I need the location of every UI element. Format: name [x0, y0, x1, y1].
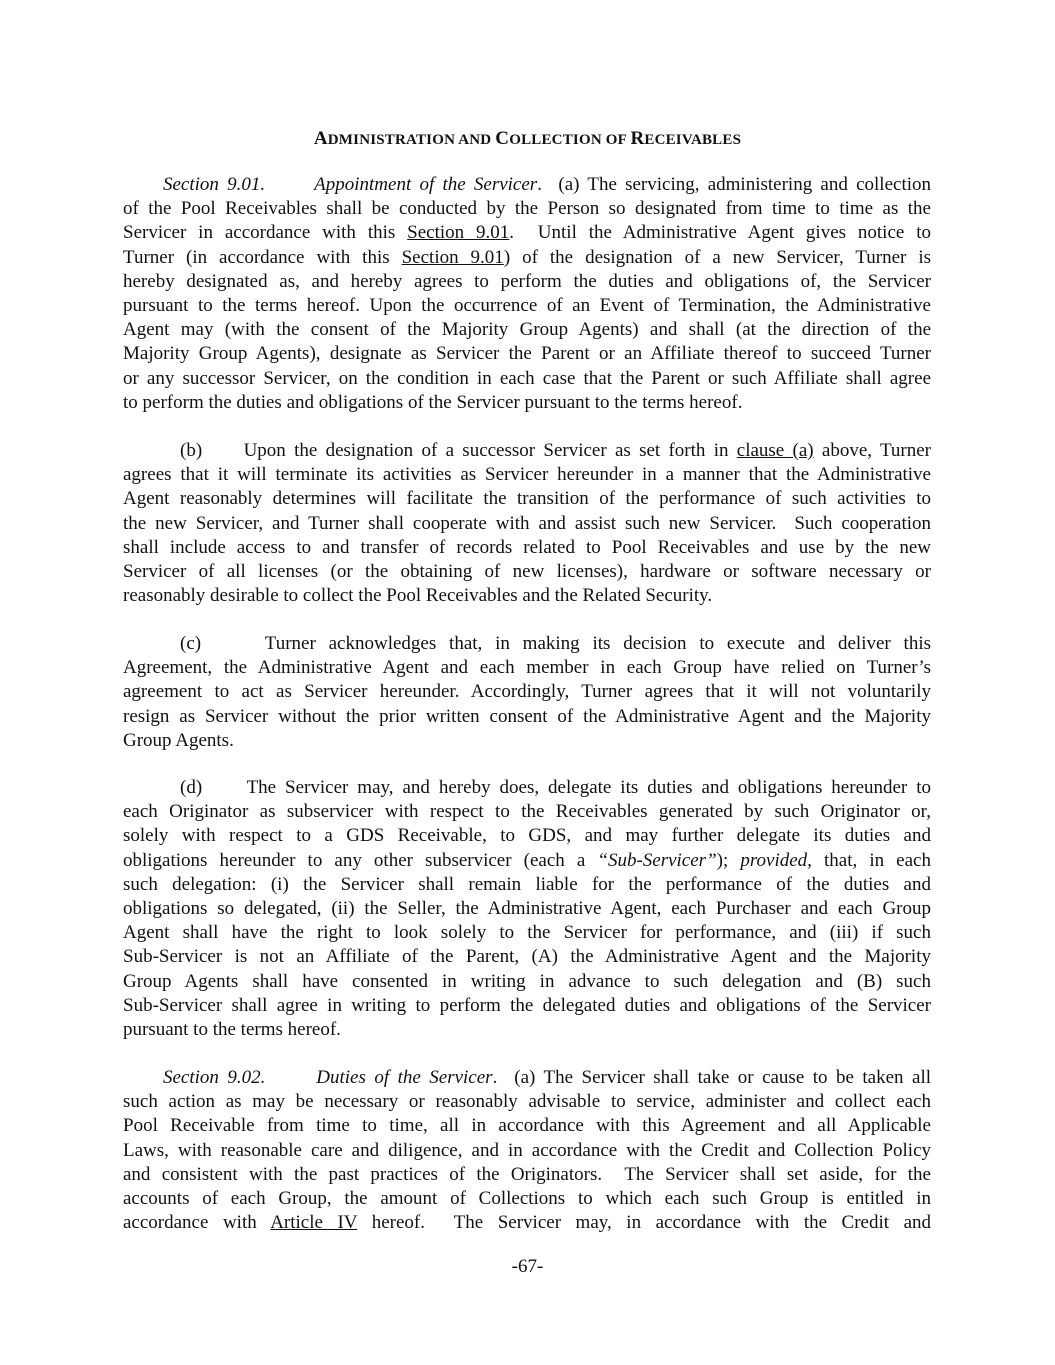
text-span: pursuant to the terms hereof. Upon the occurrence of an Event of Termination, the Administrative: [123, 294, 931, 316]
text-line: [123, 776, 931, 800]
text-span: (c) Turner acknowledges that, in making its decision to execute and deliver this: [180, 633, 931, 654]
text-line: [123, 897, 931, 921]
text-span: and consistent with the past practices of the Originators. The Servicer shall set aside, for the: [123, 1163, 931, 1185]
text-span: Servicer in accordance with this: [123, 222, 408, 244]
text-line: [123, 921, 931, 945]
text-line: [123, 1211, 931, 1235]
text-line: [123, 270, 931, 294]
text-line: [123, 1139, 931, 1163]
text-span: ) of the designation of a new Servicer, Turner is: [503, 246, 931, 268]
text-line: [123, 632, 931, 656]
title-text: OLLECTION OF: [509, 132, 631, 148]
text-line: [123, 173, 931, 197]
italic-text: Section 9.02. Duties of the Servicer: [163, 1067, 493, 1088]
text-span: accordance with: [123, 1212, 271, 1234]
text-line: [123, 439, 931, 463]
text-line: [123, 945, 931, 969]
cross-reference-link: Article IV: [270, 1212, 358, 1234]
paragraph-section-9-01-d: [123, 776, 931, 1042]
text-span: (d) The Servicer may, and hereby does, delegate its duties and obligations hereunder to: [180, 777, 931, 798]
text-span: the new Servicer, and Turner shall cooperate with and assist such new Servicer. Such cooperation: [123, 512, 931, 534]
text-span: Turner (in accordance with this: [123, 246, 402, 268]
text-span: agreement to act as Servicer hereunder. Accordingly, Turner agrees that it will not voluntarily: [123, 681, 931, 703]
text-span: );: [716, 849, 741, 871]
text-span: Group Agents.: [123, 729, 234, 751]
text-line: [123, 246, 931, 270]
title-capital: R: [630, 128, 645, 149]
text-line: [123, 197, 931, 221]
text-span: above, Turner: [813, 440, 931, 461]
text-line: [123, 584, 931, 608]
text-line: [123, 849, 931, 873]
text-line: [123, 560, 931, 584]
text-span: obligations hereunder to any other subservicer (each a: [123, 849, 598, 871]
text-span: solely with respect to a GDS Receivable, to GDS, and may further delegate its duties and: [123, 825, 931, 847]
cross-reference-link: clause (a): [736, 440, 814, 461]
article-title: [0, 128, 1055, 150]
text-line: [123, 970, 931, 994]
text-line: [123, 873, 931, 897]
text-line: [123, 1090, 931, 1114]
text-line: [123, 512, 931, 536]
text-line: [123, 342, 931, 366]
text-line: [123, 367, 931, 391]
text-line: [123, 536, 931, 560]
text-span: pursuant to the terms hereof.: [123, 1018, 341, 1040]
text-line: [123, 1114, 931, 1138]
text-span: to perform the duties and obligations of the Servicer pursuant to the terms hereof.: [123, 391, 743, 413]
text-line: [123, 1187, 931, 1211]
paragraph-section-9-01-b: [123, 439, 931, 608]
text-line: [123, 1163, 931, 1187]
text-line: [123, 800, 931, 824]
paragraph-section-9-01-a: [123, 173, 931, 415]
text-span: Agent may (with the consent of the Majority Group Agents) and shall (at the direction of the: [123, 319, 931, 341]
title-text: DMINISTRATION AND: [327, 132, 496, 148]
text-span: (b) Upon the designation of a successor Servicer as set forth in: [180, 440, 737, 461]
text-line: [123, 487, 931, 511]
text-span: . (a) The servicing, administering and collection: [537, 174, 931, 195]
text-line: [123, 994, 931, 1018]
text-span: accounts of each Group, the amount of Collections to which each such Group is entitled in: [123, 1187, 931, 1209]
text-span: Agent reasonably determines will facilitate the transition of the performance of such activities to: [123, 488, 931, 510]
text-line: [123, 391, 931, 415]
text-span: . (a) The Servicer shall take or cause to be taken all: [492, 1067, 932, 1088]
text-span: . Until the Administrative Agent gives notice to: [509, 222, 931, 244]
text-line: [123, 729, 931, 753]
text-span: obligations so delegated, (ii) the Seller, the Administrative Agent, each Purchaser and each Group: [123, 897, 931, 919]
text-span: Sub-Servicer is not an Affiliate of the Parent, (A) the Administrative Agent and the Majority: [123, 946, 931, 968]
paragraph-section-9-02-a: [123, 1066, 931, 1235]
text-span: of the Pool Receivables shall be conducted by the Person so designated from time to time as the: [123, 198, 931, 220]
text-line: [123, 294, 931, 318]
text-span: or any successor Servicer, on the condition in each case that the Parent or such Affiliate shall agree: [123, 367, 931, 389]
text-span: agrees that it will terminate its activities as Servicer hereunder in a manner that the Administrative: [123, 464, 931, 486]
text-span: each Originator as subservicer with respect to the Receivables generated by such Originator or,: [123, 801, 931, 823]
italic-text: Section 9.01. Appointment of the Servicer: [163, 174, 538, 195]
cross-reference-link: Section 9.01: [407, 222, 510, 244]
paragraph-section-9-01-c: [123, 632, 931, 753]
text-span: such delegation: (i) the Servicer shall remain liable for the performance of the duties and: [123, 873, 931, 895]
italic-text: provided,: [740, 849, 812, 871]
text-span: reasonably desirable to collect the Pool Receivables and the Related Security.: [123, 585, 713, 607]
text-line: [123, 656, 931, 680]
text-span: Laws, with reasonable care and diligence, and in accordance with the Credit and Collection Policy: [123, 1139, 931, 1161]
text-line: [123, 1066, 931, 1090]
text-span: such action as may be necessary or reasonably advisable to service, administer and collect each: [123, 1091, 931, 1113]
text-span: Servicer of all licenses (or the obtaining of new licenses), hardware or software necessary or: [123, 560, 931, 582]
text-span: shall include access to and transfer of records related to Pool Receivables and use by the new: [123, 536, 931, 558]
text-span: that, in each: [811, 849, 931, 871]
text-line: [123, 221, 931, 245]
title-capital: A: [313, 128, 328, 149]
text-span: Agent shall have the right to look solely to the Servicer for performance, and (iii) if such: [123, 922, 931, 944]
text-line: [123, 680, 931, 704]
text-span: Majority Group Agents), designate as Servicer the Parent or an Affiliate thereof to succeed Turner: [123, 343, 931, 365]
text-span: Group Agents shall have consented in writing in advance to such delegation and (B) such: [123, 970, 931, 992]
text-line: [123, 824, 931, 848]
text-span: hereby designated as, and hereby agrees to perform the duties and obligations of, the Servicer: [123, 270, 931, 292]
text-span: resign as Servicer without the prior written consent of the Administrative Agent and the Majority: [123, 705, 931, 727]
text-span: Sub-Servicer shall agree in writing to perform the delegated duties and obligations of the Servicer: [123, 994, 931, 1016]
italic-text: “Sub-Servicer”: [597, 849, 717, 871]
title-capital: C: [495, 128, 510, 149]
text-line: [123, 318, 931, 342]
text-line: [123, 705, 931, 729]
text-span: Pool Receivable from time to time, all in accordance with this Agreement and all Applicable: [123, 1115, 931, 1137]
text-line: [123, 1018, 931, 1042]
page-number: -67-: [511, 1256, 544, 1277]
text-line: [123, 463, 931, 487]
text-span: Agreement, the Administrative Agent and each member in each Group have relied on Turner’s: [123, 657, 931, 679]
cross-reference-link: Section 9.01: [401, 246, 504, 268]
title-text: ECEIVABLES: [644, 132, 742, 148]
text-span: hereof. The Servicer may, in accordance with the Credit and: [357, 1212, 931, 1234]
